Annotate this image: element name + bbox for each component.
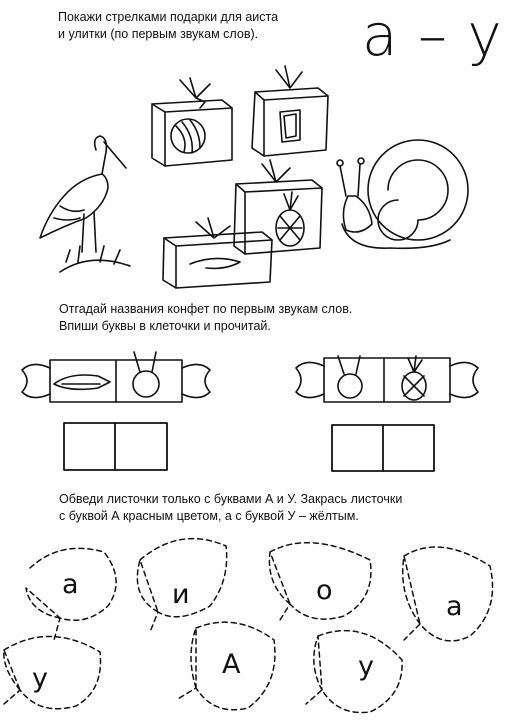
task3-line1: Обведи листочки только с буквами А и У. Закрась листочки [59, 492, 403, 506]
leaf-letter-3[interactable]: о [316, 575, 333, 606]
candy-fish-rabbit [22, 352, 210, 402]
leaf-letter-5[interactable]: у [32, 663, 48, 694]
page-title: а – у [362, 1, 503, 69]
gift-box-pineapple [234, 160, 322, 254]
stork-illustration [40, 136, 130, 272]
leaf-outline-5 [4, 636, 101, 708]
gift-box-watermelon [152, 78, 232, 166]
task2-line1: Отгадай названия конфет по первым звукам слов. [59, 302, 353, 316]
snail-illustration [337, 140, 468, 248]
answer-cells-right[interactable] [332, 425, 434, 471]
leaf-letter-6[interactable]: А [222, 649, 241, 680]
gift-box-letter [252, 66, 328, 156]
candy-rabbit-pineapple [296, 356, 478, 402]
leaf-outline-7 [306, 631, 402, 713]
answer-cells-left[interactable] [64, 423, 167, 470]
leaf-letter-1[interactable]: а [62, 569, 79, 600]
leaf-letter-4[interactable]: а [446, 591, 463, 622]
task2-line2: Впиши буквы в клеточки и прочитай. [59, 319, 271, 333]
leaf-letter-7[interactable]: у [358, 651, 374, 682]
task1-line1: Покажи стрелками подарки для аиста [58, 10, 279, 24]
leaf-letter-2[interactable]: и [172, 579, 190, 610]
task3-line2: с буквой А красным цветом, а с буквой У – жёлтым. [59, 509, 359, 523]
task1-line2: и улитки (по первым звукам слов). [58, 27, 259, 41]
